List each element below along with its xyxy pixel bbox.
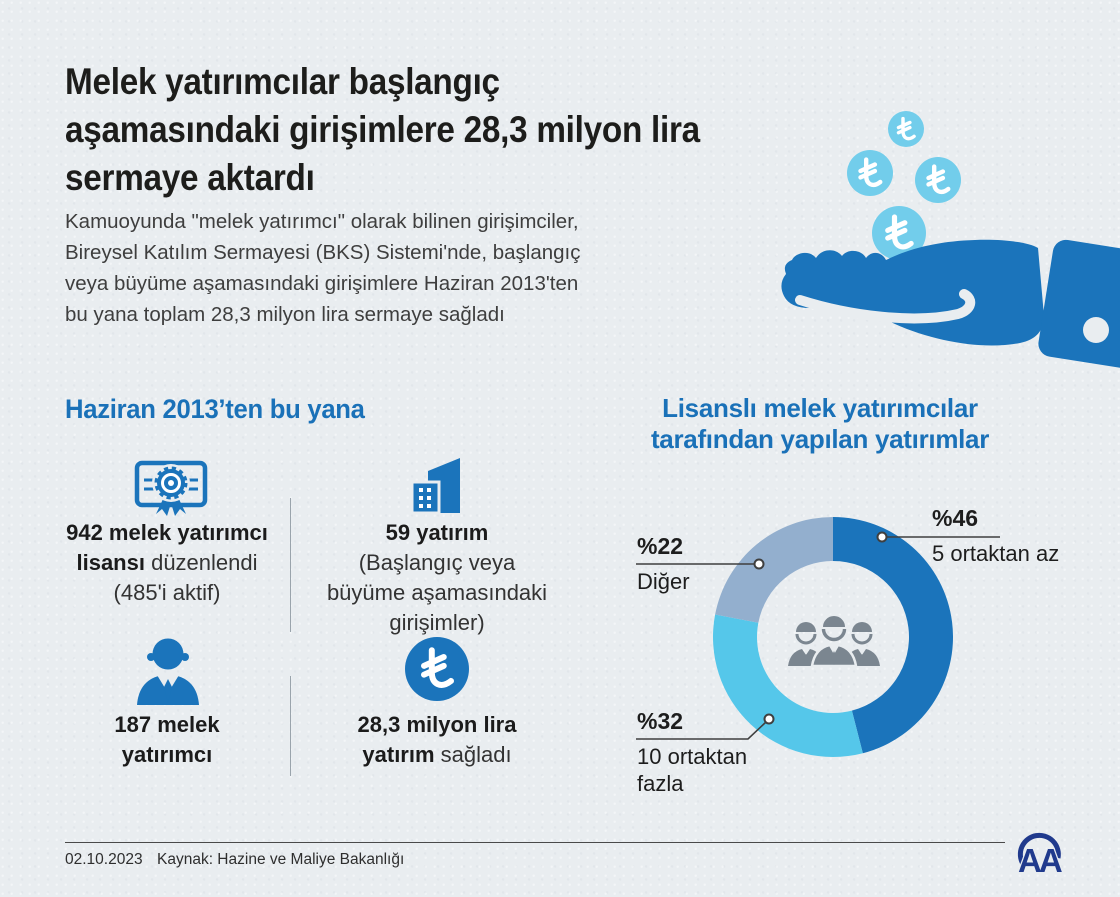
callout-pct-0: %46 bbox=[932, 505, 979, 531]
callout-slice-2 bbox=[637, 533, 777, 595]
aa-agency-logo bbox=[1010, 826, 1072, 882]
callout-label-2: Diğer bbox=[637, 569, 690, 594]
footer-source: Kaynak: Hazine ve Maliye Bakanlığı bbox=[157, 851, 405, 868]
callout-label-0: 5 ortaktan az bbox=[932, 541, 1060, 566]
footer-date: 02.10.2023 bbox=[65, 851, 143, 868]
title-line-3: sermaye aktardı bbox=[65, 157, 315, 198]
callout-pct-2: %22 bbox=[637, 533, 684, 559]
stat-licenses-value: 942 melek yatırımcı bbox=[66, 520, 268, 545]
stat-investments-value: 59 yatırım bbox=[385, 520, 489, 545]
footer-divider bbox=[65, 842, 1005, 843]
stat-amount: 28,3 milyon lira yatırım sağladı bbox=[357, 712, 517, 767]
title-line-1: Melek yatırımcılar başlangıç bbox=[65, 61, 500, 102]
stat-investors: 187 melek yatırımcı bbox=[114, 712, 220, 767]
intro-line-1: Kamuoyunda "melek yatırımcı" olarak bilinen girişimciler, bbox=[65, 210, 579, 233]
stat-investments: 59 yatırım (Başlangıç veya büyüme aşamasındaki girişimler) bbox=[326, 520, 548, 635]
stat-investors-value: 187 melek bbox=[114, 712, 220, 737]
aa-logo-text: AA bbox=[1018, 842, 1060, 879]
since-section-heading: Haziran 2013’ten bu yana bbox=[65, 394, 365, 424]
stat-licenses: 942 melek yatırımcı lisansı düzenlendi (485'i aktif) bbox=[66, 520, 268, 605]
callout-slice-0 bbox=[932, 505, 1102, 567]
chart-section-heading: Lisanslı melek yatırımcılar tarafından yapılan yatırımlar bbox=[650, 393, 990, 454]
title-line-2: aşamasındaki girişimlere 28,3 milyon lira bbox=[65, 109, 700, 150]
intro-line-2: Bireysel Katılım Sermayesi (BKS) Sistemi'nde, başlangıç bbox=[65, 241, 581, 264]
callout-pct-1: %32 bbox=[637, 708, 684, 734]
callout-slice-1 bbox=[637, 708, 772, 797]
intro-line-3: veya büyüme aşamasındaki girişimlere Haziran 2013'ten bbox=[65, 272, 579, 295]
callout-label-1: 10 ortaktan fazla bbox=[637, 744, 748, 796]
team-icon bbox=[782, 608, 886, 666]
intro-line-4: bu yana toplam 28,3 milyon lira sermaye sağladı bbox=[65, 303, 505, 326]
stat-amount-value: 28,3 milyon lira bbox=[357, 712, 517, 737]
